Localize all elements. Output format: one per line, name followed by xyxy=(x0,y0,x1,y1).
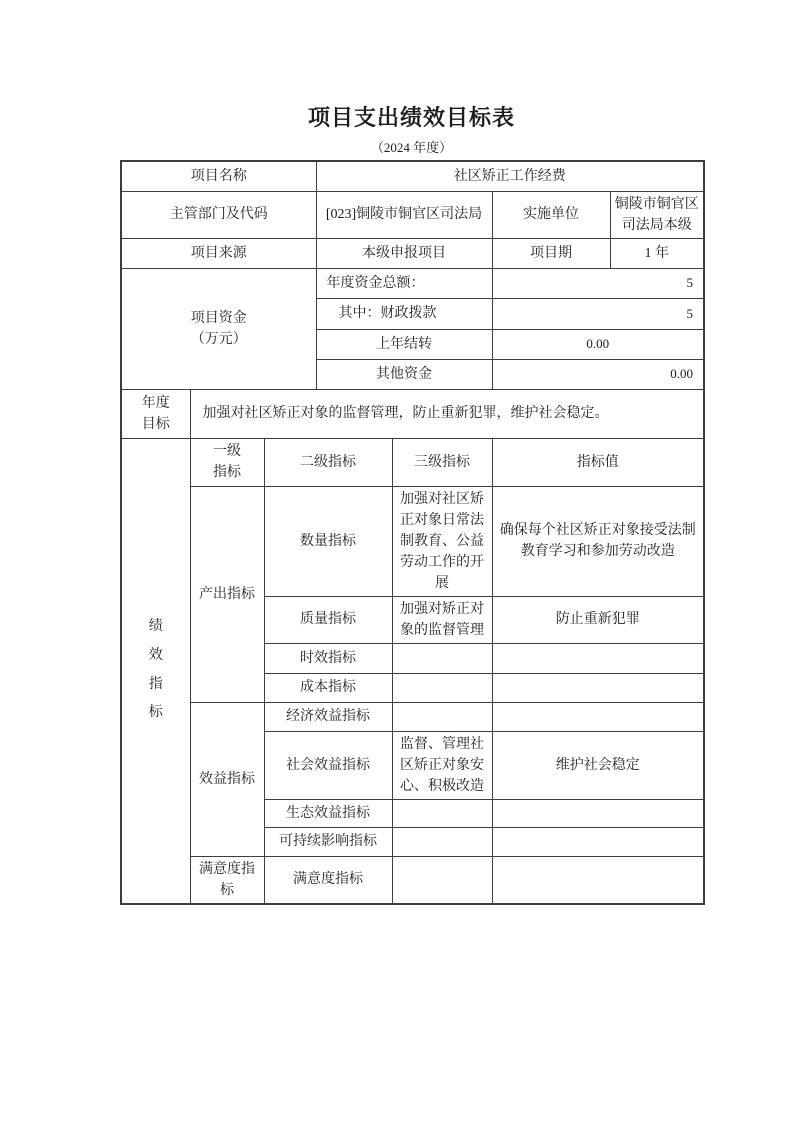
benefit-group-label-cell: 效益指标 xyxy=(190,702,264,856)
project-funds-label-cell: 项目资金 （万元） xyxy=(121,268,316,389)
funds-other-value-cell: 0.00 xyxy=(492,359,704,389)
level3-cell xyxy=(392,856,492,904)
table-row xyxy=(121,268,704,298)
funds-other-label-cell: 其他资金 xyxy=(316,359,492,389)
table-row xyxy=(121,486,704,596)
level3-cell xyxy=(392,827,492,856)
level2-cell: 成本指标 xyxy=(264,673,392,702)
annual-goal-content-cell: 加强对社区矫正对象的监督管理，防止重新犯罪，维护社会稳定。 xyxy=(190,389,704,438)
implement-unit-value-cell: 铜陵市铜官区 司法局本级 xyxy=(610,191,704,238)
level3-cell xyxy=(392,799,492,827)
level2-cell: 时效指标 xyxy=(264,643,392,673)
indicator-value-cell: 防止重新犯罪 xyxy=(492,596,704,643)
indicator-value-cell xyxy=(492,643,704,673)
level3-cell xyxy=(392,673,492,702)
satisfaction-group-label-cell: 满意度指 标 xyxy=(190,856,264,904)
implement-unit-label-cell: 实施单位 xyxy=(492,191,610,238)
document-title: 项目支出绩效目标表 xyxy=(307,105,515,130)
project-name-value-cell: 社区矫正工作经费 xyxy=(316,161,704,191)
annual-goal-label-cell: 年度 目标 xyxy=(121,389,190,438)
level2-cell: 生态效益指标 xyxy=(264,799,392,827)
funds-fiscal-value-cell: 5 xyxy=(492,298,704,329)
indicator-value-cell xyxy=(492,827,704,856)
level3-cell: 加强对社区矫正对象日常法制教育、公益劳动工作的开展 xyxy=(392,486,492,596)
funds-carryover-label-cell: 上年结转 xyxy=(316,329,492,359)
funds-fiscal-label-cell: 其中：财政拨款 xyxy=(316,298,492,329)
indicator-value-cell xyxy=(492,673,704,702)
project-source-label-cell: 项目来源 xyxy=(121,238,316,268)
level3-cell: 加强对矫正对象的监督管理 xyxy=(392,596,492,643)
table-row xyxy=(121,856,704,904)
performance-section-label-cell: 绩 效 指 标 xyxy=(121,438,190,904)
table-row xyxy=(121,161,704,191)
header-value-cell: 指标值 xyxy=(492,438,704,486)
table-row xyxy=(121,438,704,486)
project-name-label-cell: 项目名称 xyxy=(121,161,316,191)
department-value-cell: [023]铜陵市铜官区司法局 xyxy=(316,191,492,238)
header-level1-cell: 一级 指标 xyxy=(190,438,264,486)
indicator-value-cell: 维护社会稳定 xyxy=(492,731,704,799)
level2-cell: 质量指标 xyxy=(264,596,392,643)
project-period-label-cell: 项目期 xyxy=(492,238,610,268)
performance-target-table xyxy=(120,160,705,905)
indicator-value-cell xyxy=(492,856,704,904)
project-period-value-cell: 1 年 xyxy=(610,238,704,268)
header-level2-cell: 二级指标 xyxy=(264,438,392,486)
table-row xyxy=(121,702,704,731)
department-label-cell: 主管部门及代码 xyxy=(121,191,316,238)
funds-total-label-cell: 年度资金总额： xyxy=(316,268,492,298)
header-level3-cell: 三级指标 xyxy=(392,438,492,486)
funds-total-value-cell: 5 xyxy=(492,268,704,298)
table-row xyxy=(121,238,704,268)
output-group-label-cell: 产出指标 xyxy=(190,486,264,702)
project-source-value-cell: 本级申报项目 xyxy=(316,238,492,268)
indicator-value-cell xyxy=(492,799,704,827)
level2-cell: 满意度指标 xyxy=(264,856,392,904)
table-row xyxy=(121,191,704,238)
level2-cell: 经济效益指标 xyxy=(264,702,392,731)
level2-cell: 可持续影响指标 xyxy=(264,827,392,856)
document-subtitle: （2024 年度） xyxy=(370,140,453,155)
funds-carryover-value-cell: 0.00 xyxy=(492,329,704,359)
indicator-value-cell xyxy=(492,702,704,731)
table-row xyxy=(121,389,704,438)
level3-cell xyxy=(392,643,492,673)
level2-cell: 数量指标 xyxy=(264,486,392,596)
level2-cell: 社会效益指标 xyxy=(264,731,392,799)
level3-cell xyxy=(392,702,492,731)
level3-cell: 监督、管理社区矫正对象安心、积极改造 xyxy=(392,731,492,799)
indicator-value-cell: 确保每个社区矫正对象接受法制教育学习和参加劳动改造 xyxy=(492,486,704,596)
